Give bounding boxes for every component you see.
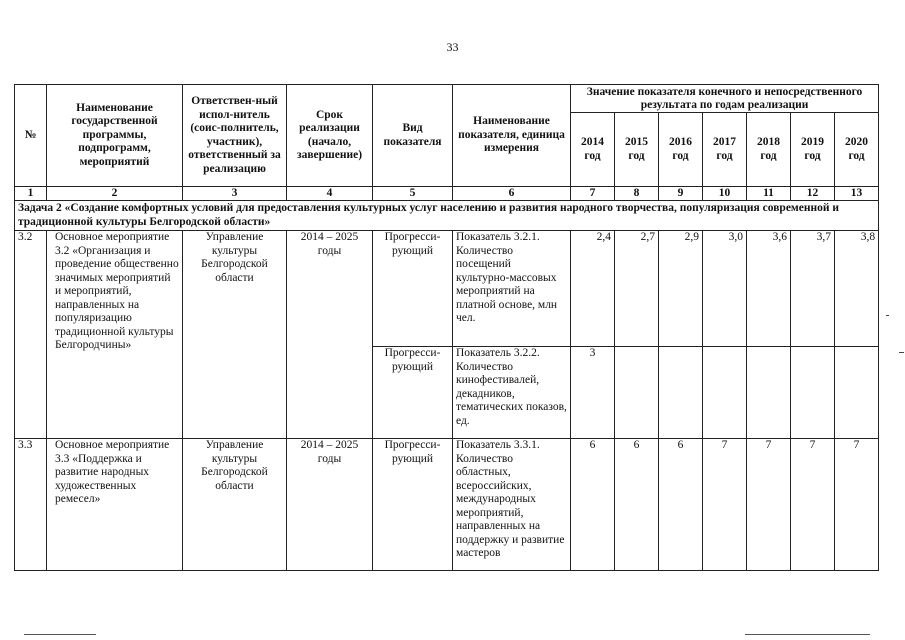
indicators-table bbox=[14, 84, 879, 571]
column-number: 3 bbox=[183, 187, 287, 201]
value-2020: 7 bbox=[835, 439, 879, 571]
row-number: 3.3 bbox=[15, 439, 47, 571]
value-2017: 3,0 bbox=[703, 231, 747, 347]
scan-artifact-line bbox=[24, 634, 96, 635]
row-number: 3.2 bbox=[15, 231, 47, 439]
value-2015: 2,7 bbox=[615, 231, 659, 347]
value-2018: 3,6 bbox=[747, 231, 791, 347]
column-number: 12 bbox=[791, 187, 835, 201]
responsible-executor: Управление культуры Белгородской области bbox=[183, 439, 287, 571]
header-num: № bbox=[15, 85, 47, 187]
column-number: 10 bbox=[703, 187, 747, 201]
table-row bbox=[15, 231, 879, 347]
header-indicator-name: Наименование показателя, единица измерения bbox=[453, 85, 571, 187]
page-number: 33 bbox=[446, 40, 459, 54]
scan-artifact-mark bbox=[886, 315, 889, 316]
indicator-type: Прогресси-рующий bbox=[373, 347, 453, 439]
header-period: Срок реализации (начало, завершение) bbox=[287, 85, 373, 187]
value-2019: 7 bbox=[791, 439, 835, 571]
header-name: Наименование государственной программы, подпрограмм, мероприятий bbox=[47, 85, 183, 187]
implementation-period: 2014 – 2025 годы bbox=[287, 439, 373, 571]
header-responsible: Ответствен-ный испол-нитель (соис-полнитель, участник), ответственный за реализацию bbox=[183, 85, 287, 187]
column-number: 6 bbox=[453, 187, 571, 201]
value-2020 bbox=[835, 347, 879, 439]
implementation-period: 2014 – 2025 годы bbox=[287, 231, 373, 439]
column-number: 8 bbox=[615, 187, 659, 201]
value-2016: 2,9 bbox=[659, 231, 703, 347]
value-2016 bbox=[659, 347, 703, 439]
table-header bbox=[15, 85, 879, 201]
header-year-2016: 2016 год bbox=[659, 113, 703, 187]
value-2019 bbox=[791, 347, 835, 439]
value-2015: 6 bbox=[615, 439, 659, 571]
value-2018 bbox=[747, 347, 791, 439]
header-year-2014: 2014 год bbox=[571, 113, 615, 187]
header-year-2019: 2019 год bbox=[791, 113, 835, 187]
indicator-type: Прогресси-рующий bbox=[373, 231, 453, 347]
header-year-2015: 2015 год bbox=[615, 113, 659, 187]
header-indicator-type: Вид показателя bbox=[373, 85, 453, 187]
scan-artifact-mark bbox=[899, 352, 904, 353]
indicator-name: Показатель 3.2.1. Количество посещений культурно-массовых мероприятий на платной основе, млн чел. bbox=[453, 231, 571, 347]
value-2014: 2,4 bbox=[571, 231, 615, 347]
header-year-2017: 2017 год bbox=[703, 113, 747, 187]
column-number: 4 bbox=[287, 187, 373, 201]
value-2014: 6 bbox=[571, 439, 615, 571]
column-number: 1 bbox=[15, 187, 47, 201]
responsible-executor: Управление культуры Белгородской области bbox=[183, 231, 287, 439]
value-2014: 3 bbox=[571, 347, 615, 439]
value-2018: 7 bbox=[747, 439, 791, 571]
header-year-2018: 2018 год bbox=[747, 113, 791, 187]
header-values-group: Значение показателя конечного и непосредственного результата по годам реализации bbox=[571, 85, 879, 113]
header-year-2020: 2020 год bbox=[835, 113, 879, 187]
column-number: 13 bbox=[835, 187, 879, 201]
value-2020: 3,8 bbox=[835, 231, 879, 347]
task-title: Задача 2 «Создание комфортных условий для предоставления культурных услуг населению и развития народного творчества, популяризация современной и традиционной культуры Белгородской области» bbox=[15, 201, 879, 231]
column-number: 7 bbox=[571, 187, 615, 201]
indicator-name: Показатель 3.2.2. Количество кинофестивалей, декадников, тематических показов, ед. bbox=[453, 347, 571, 439]
indicator-name: Показатель 3.3.1. Количество областных, всероссийских, международных мероприятий, направленных на поддержку и развитие мастеров bbox=[453, 439, 571, 571]
column-number: 9 bbox=[659, 187, 703, 201]
measure-name: Основное мероприятие 3.2 «Организация и проведение общественно значимых мероприятий и мероприятий, направленных на популяризацию традиционной культуры Белгородчины» bbox=[47, 231, 183, 439]
column-number: 11 bbox=[747, 187, 791, 201]
value-2015 bbox=[615, 347, 659, 439]
value-2019: 3,7 bbox=[791, 231, 835, 347]
column-number: 2 bbox=[47, 187, 183, 201]
measure-name: Основное мероприятие 3.3 «Поддержка и развитие народных художественных ремесел» bbox=[47, 439, 183, 571]
scan-artifact-line bbox=[745, 634, 870, 635]
value-2016: 6 bbox=[659, 439, 703, 571]
task-row bbox=[15, 201, 879, 231]
table-row bbox=[15, 439, 879, 571]
column-number-row bbox=[15, 187, 879, 201]
indicator-type: Прогресси-рующий bbox=[373, 439, 453, 571]
value-2017: 7 bbox=[703, 439, 747, 571]
value-2017 bbox=[703, 347, 747, 439]
column-number: 5 bbox=[373, 187, 453, 201]
